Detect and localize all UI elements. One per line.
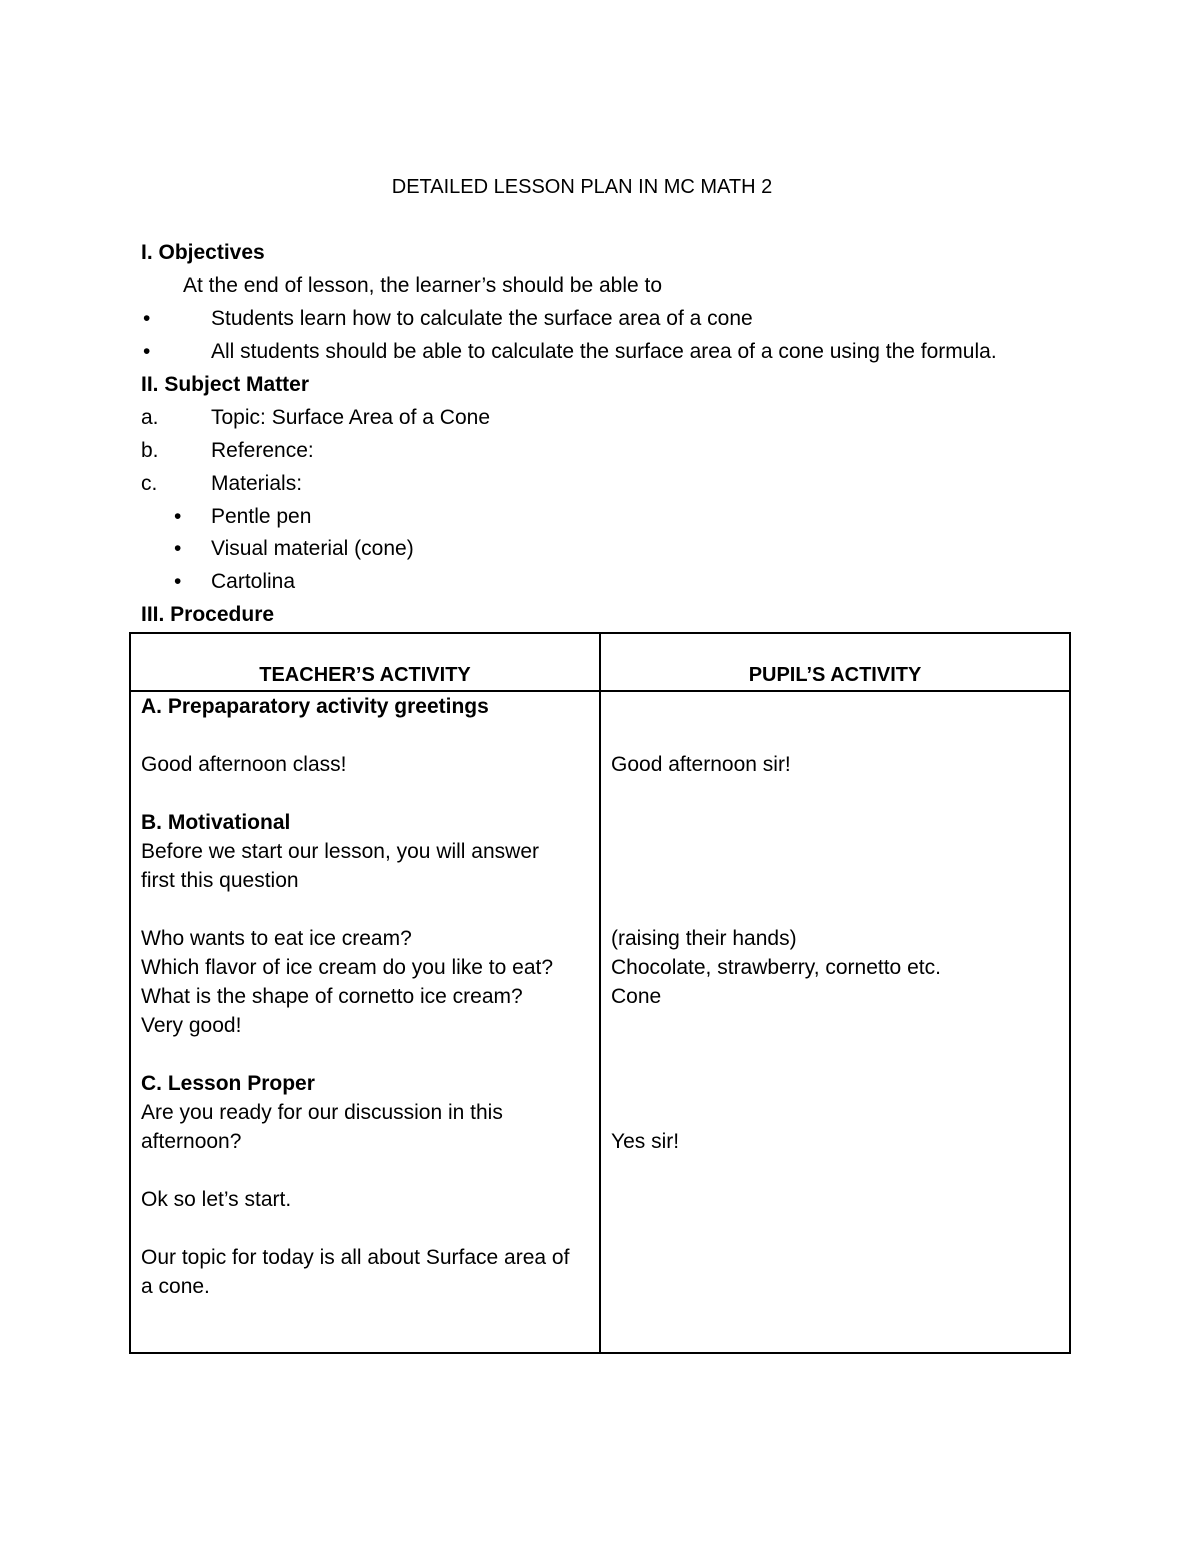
material-item: Pentle pen <box>211 505 312 528</box>
pupil-response: Cone <box>611 985 662 1008</box>
objectives-heading: I. Objectives <box>141 241 265 264</box>
teacher-praise: Very good! <box>141 1014 242 1037</box>
bullet-icon: • <box>174 537 182 560</box>
material-item: Visual material (cone) <box>211 537 414 560</box>
section-a-heading: A. Prepaparatory activity greetings <box>141 695 489 718</box>
pupil-activity-header: PUPIL’S ACTIVITY <box>600 633 1070 691</box>
list-marker: c. <box>141 472 158 495</box>
list-marker: a. <box>141 406 159 429</box>
teacher-question: What is the shape of cornetto ice cream? <box>141 985 523 1008</box>
section-b-heading: B. Motivational <box>141 811 291 834</box>
pupil-response: Chocolate, strawberry, cornetto etc. <box>611 956 941 979</box>
subject-item-topic: Topic: Surface Area of a Cone <box>211 406 490 429</box>
pupil-response: Yes sir! <box>611 1130 680 1153</box>
subject-item-materials: Materials: <box>211 472 303 495</box>
section-c-heading: C. Lesson Proper <box>141 1072 315 1095</box>
teacher-line: Are you ready for our discussion in this <box>141 1101 503 1124</box>
bullet-icon: • <box>174 570 182 593</box>
procedure-table <box>129 632 1071 1354</box>
pupil-greeting: Good afternoon sir! <box>611 753 791 776</box>
bullet-icon: • <box>143 340 151 363</box>
teacher-line: afternoon? <box>141 1130 242 1153</box>
teacher-question: Which flavor of ice cream do you like to eat? <box>141 956 554 979</box>
objective-item: All students should be able to calculate the surface area of a cone using the formula. <box>211 340 997 363</box>
teacher-greeting: Good afternoon class! <box>141 753 347 776</box>
teacher-activity-cell <box>130 691 600 1353</box>
teacher-line: first this question <box>141 869 299 892</box>
procedure-heading: III. Procedure <box>141 603 275 626</box>
subject-item-reference: Reference: <box>211 439 314 462</box>
list-marker: b. <box>141 439 159 462</box>
objective-item: Students learn how to calculate the surface area of a cone <box>211 307 753 330</box>
document-title: DETAILED LESSON PLAN IN MC MATH 2 <box>391 176 773 198</box>
table-row <box>130 691 1070 1353</box>
teacher-activity-header: TEACHER’S ACTIVITY <box>130 633 600 691</box>
objectives-intro: At the end of lesson, the learner’s should be able to <box>183 274 663 297</box>
bullet-icon: • <box>174 505 182 528</box>
teacher-question: Who wants to eat ice cream? <box>141 927 412 950</box>
subject-matter-heading: II. Subject Matter <box>141 373 310 396</box>
teacher-line: a cone. <box>141 1275 210 1298</box>
pupil-response: (raising their hands) <box>611 927 797 950</box>
pupil-activity-cell <box>600 691 1070 1353</box>
teacher-line: Our topic for today is all about Surface area of <box>141 1246 570 1269</box>
bullet-icon: • <box>143 307 151 330</box>
material-item: Cartolina <box>211 570 296 593</box>
teacher-line: Before we start our lesson, you will answer <box>141 840 540 863</box>
teacher-line: Ok so let’s start. <box>141 1188 292 1211</box>
table-header-row <box>130 633 1070 691</box>
